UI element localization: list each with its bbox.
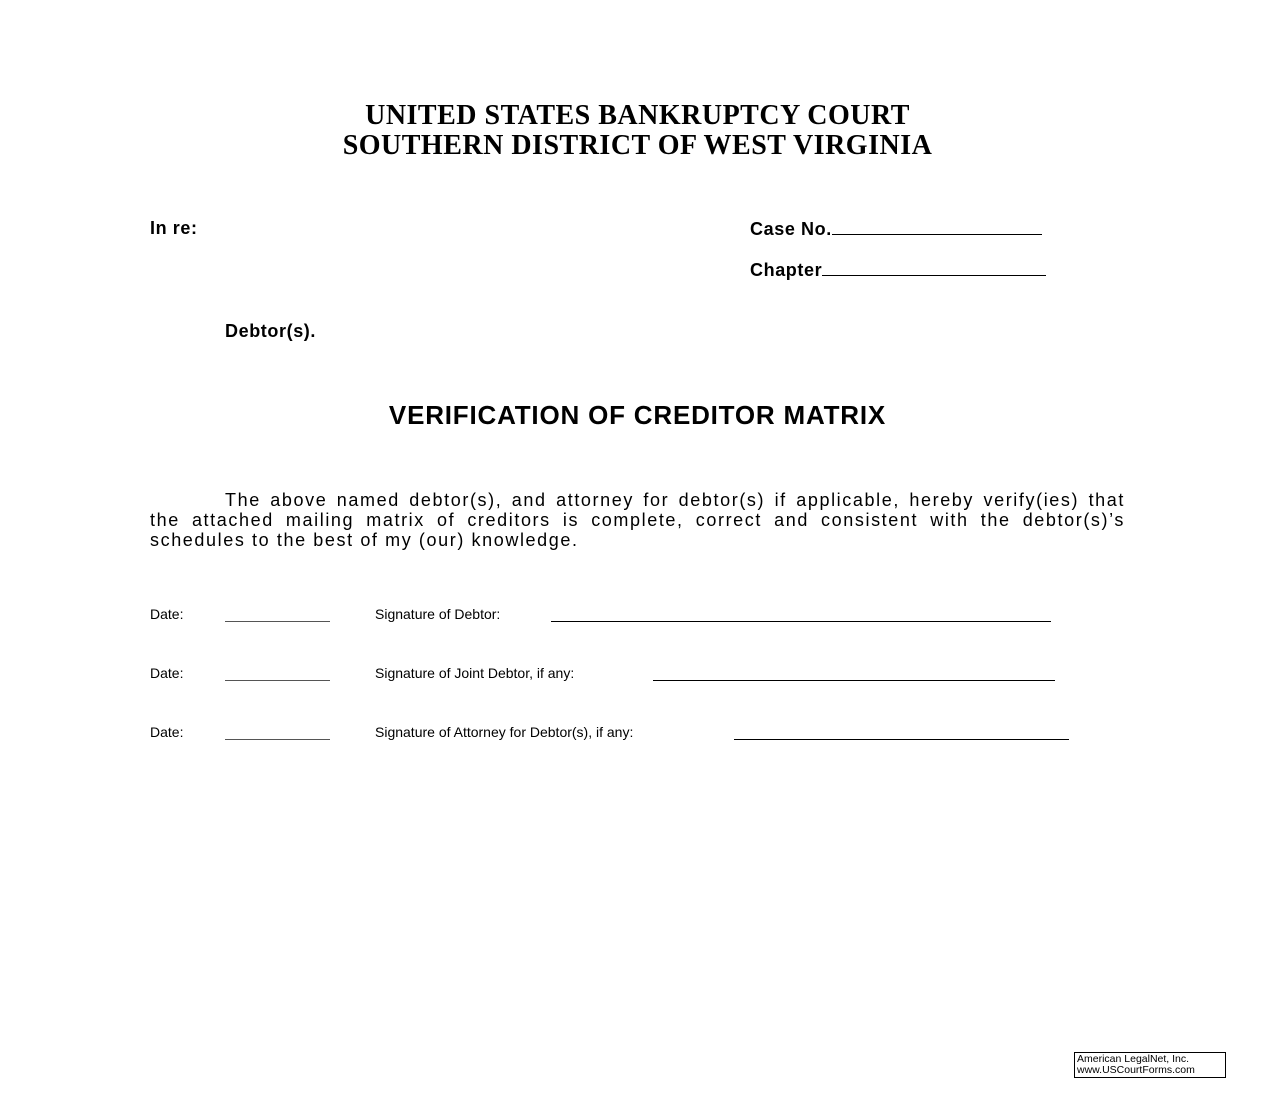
date-field[interactable] — [225, 665, 330, 681]
verification-paragraph: The above named debtor(s), and attorney for debtor(s) if applicable, hereby verify(ies) that the attached mailing matrix of creditors is complete, correct and consistent with the debtor(s)’s schedules to the best of my (our) knowledge. — [150, 490, 1125, 550]
signature-label: Signature of Joint Debtor, if any: — [375, 665, 575, 681]
court-district: SOUTHERN DISTRICT OF WEST VIRGINIA — [342, 130, 933, 161]
court-name: UNITED STATES BANKRUPTCY COURT — [365, 100, 910, 131]
publisher-url: www.USCourtForms.com — [1077, 1064, 1195, 1076]
in-re-label: In re: — [150, 218, 198, 238]
debtors-label: Debtor(s). — [225, 321, 316, 341]
attorney-signature-field[interactable] — [734, 724, 1069, 740]
signature-row-debtor — [150, 606, 1055, 626]
publisher-footer — [1074, 1052, 1226, 1078]
chapter-field[interactable] — [822, 259, 1046, 276]
joint-debtor-signature-field[interactable] — [653, 665, 1055, 681]
case-no-label: Case No. — [750, 219, 832, 239]
signature-row-attorney — [150, 724, 1070, 744]
debtor-signature-field[interactable] — [551, 606, 1051, 622]
publisher-name: American LegalNet, Inc. — [1077, 1053, 1190, 1065]
signature-label: Signature of Debtor: — [375, 606, 501, 622]
date-label: Date: — [150, 606, 184, 622]
date-label: Date: — [150, 724, 184, 740]
signature-row-joint-debtor — [150, 665, 1060, 685]
date-label: Date: — [150, 665, 184, 681]
case-no-field[interactable] — [832, 218, 1042, 235]
chapter-label: Chapter — [750, 260, 823, 280]
date-field[interactable] — [225, 724, 330, 740]
signature-label: Signature of Attorney for Debtor(s), if any: — [375, 724, 634, 740]
date-field[interactable] — [225, 606, 330, 622]
document-title: VERIFICATION OF CREDITOR MATRIX — [388, 400, 887, 430]
